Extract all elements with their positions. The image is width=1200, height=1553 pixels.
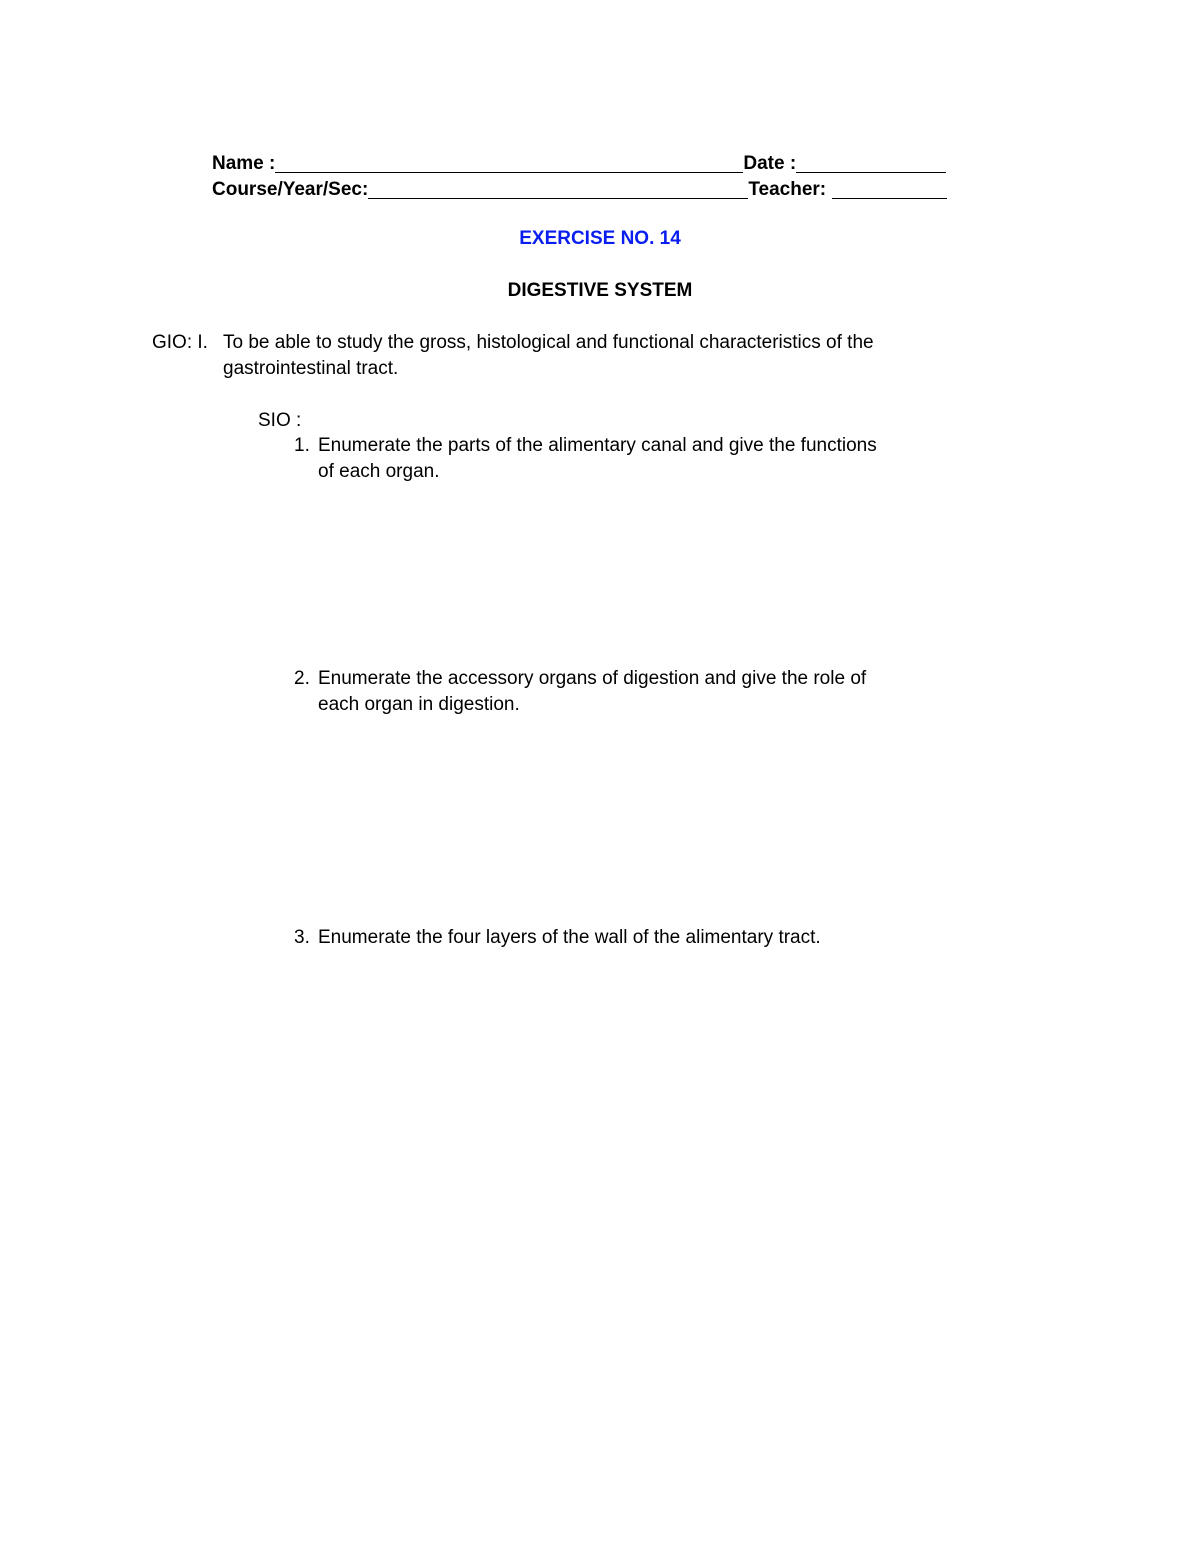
sio-item-2-line-2: each organ in digestion.	[318, 694, 520, 715]
sio-item-2-number: 2.	[294, 668, 310, 689]
sio-label: SIO :	[258, 410, 302, 431]
date-blank-line[interactable]	[796, 153, 946, 173]
sio-item-1-number: 1.	[294, 435, 310, 456]
course-teacher-row	[212, 178, 982, 202]
course-label: Course/Year/Sec:	[212, 179, 369, 200]
sio-item-3-line-1: Enumerate the four layers of the wall of the alimentary tract.	[318, 927, 821, 948]
gio-line-2: gastrointestinal tract.	[223, 358, 399, 379]
name-date-row	[212, 152, 982, 176]
name-blank-line[interactable]	[275, 153, 743, 173]
teacher-label: Teacher:	[748, 179, 827, 200]
course-blank-line[interactable]	[368, 179, 748, 199]
teacher-blank-line[interactable]	[832, 179, 947, 199]
sio-item-1-line-1: Enumerate the parts of the alimentary canal and give the functions	[318, 435, 877, 456]
gio-prefix: GIO: I.	[152, 332, 208, 353]
sio-item-1-line-2: of each organ.	[318, 461, 440, 482]
exercise-title: EXERCISE NO. 14	[519, 228, 681, 249]
subject-title: DIGESTIVE SYSTEM	[507, 280, 693, 301]
gio-line-1: To be able to study the gross, histological and functional characteristics of the	[223, 332, 874, 353]
sio-item-3-number: 3.	[294, 927, 310, 948]
sio-item-2-line-1: Enumerate the accessory organs of digestion and give the role of	[318, 668, 867, 689]
date-label: Date :	[743, 153, 797, 174]
name-label: Name :	[212, 153, 276, 174]
